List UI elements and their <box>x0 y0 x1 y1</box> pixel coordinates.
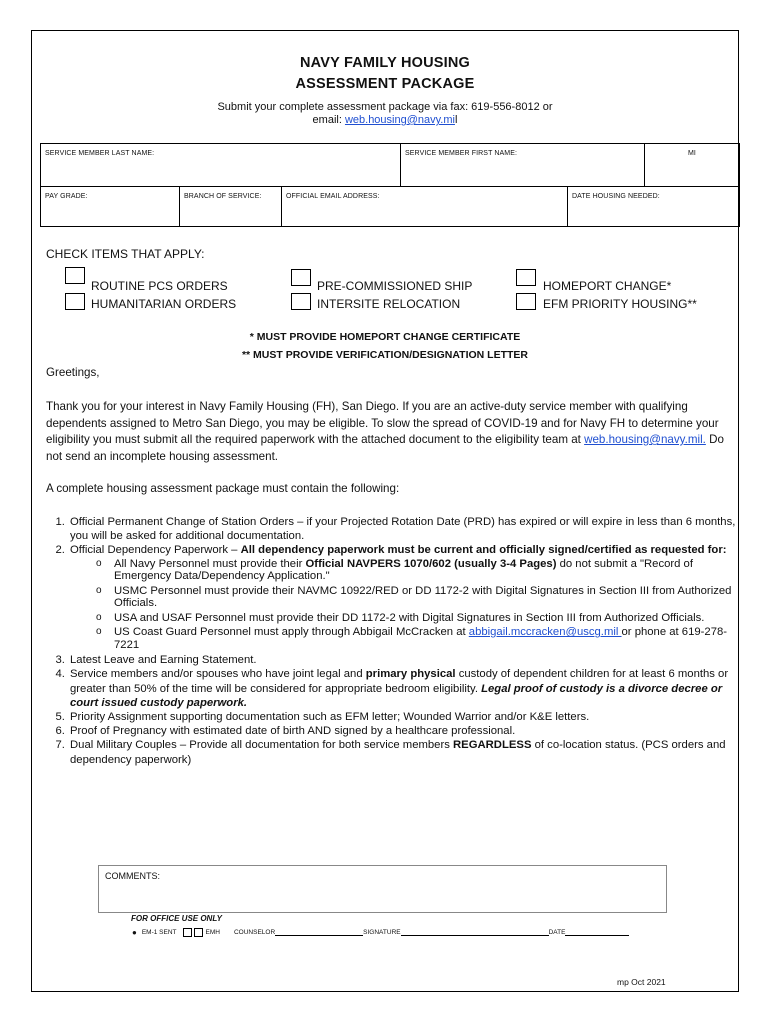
list-item: 1. Official Permanent Change of Station Orders – if your Projected Rotation Date (PRD) has expired or will expire in less than 6 months, you will be asked for additional documentation. <box>68 515 748 543</box>
sub1-text: All Navy Personnel must provide their <box>114 557 306 570</box>
sub4-phone: or phone at 619-278-7221 <box>114 626 728 651</box>
date-housing-needed-field[interactable]: DATE HOUSING NEEDED: <box>568 187 740 227</box>
item2-text: Official Dependency Paperwork – <box>70 544 241 557</box>
signature-line[interactable] <box>401 929 549 936</box>
bullet-icon: ● <box>132 928 137 937</box>
list-item: 5. Priority Assignment supporting documentation such as EFM letter; Wounded Warrior and/or K&E letters. <box>68 710 748 724</box>
form-row-names <box>40 143 740 187</box>
footer-version: mp Oct 2021 <box>617 977 666 987</box>
list-item: o USA and USAF Personnel must provide their DD 1172-2 with Digital Signatures in Section III from Authorized Officials. <box>96 612 748 625</box>
item7-text: Dual Military Couples – Provide all documentation for both service members <box>70 739 454 752</box>
routine-pcs-checkbox[interactable] <box>65 267 85 284</box>
list-item <box>68 543 748 651</box>
email-prefix: email: <box>312 114 345 126</box>
check-items-heading: CHECK ITEMS THAT APPLY: <box>46 247 205 261</box>
list-item: 3. Latest Leave and Earning Statement. <box>68 653 748 667</box>
item4-text: Service members and/or spouses who have joint legal and <box>70 668 366 681</box>
branch-of-service-field[interactable]: BRANCH OF SERVICE: <box>180 187 282 227</box>
intro-text-2: Do not send an incomplete housing assessment. <box>46 433 724 463</box>
pre-commissioned-checkbox[interactable] <box>291 269 311 286</box>
item4-text-2: custody of dependent children for at least 6 months or greater than 50% of the time will be considered for appropriate bedroom eligibility. <box>70 668 729 695</box>
item4-bold-italic: Legal proof of custody is a divorce decree or court issued custody paperwork. <box>70 682 723 709</box>
signature-label: SIGNATURE <box>363 929 401 936</box>
greeting: Greetings, <box>46 366 100 379</box>
emh-label: EMH <box>205 929 220 936</box>
office-use-title: FOR OFFICE USE ONLY <box>131 914 222 923</box>
intro-paragraph <box>46 399 726 465</box>
list-item: o USMC Personnel must provide their NAVMC 10922/RED or DD 1172-2 with Digital Signatures in Section III from Authorized Officials. <box>96 585 748 610</box>
list-item <box>96 558 748 583</box>
email-link[interactable]: web.housing@navy.mi <box>344 114 455 126</box>
list-item <box>68 667 748 710</box>
title-line-1: NAVY FAMILY HOUSING <box>299 55 471 71</box>
sub4-text: US Coast Guard Personnel must apply through Abbigail McCracken at <box>114 626 469 639</box>
note-verification: ** MUST PROVIDE VERIFICATION/DESIGNATION LETTER <box>241 349 529 361</box>
date-line[interactable] <box>565 929 629 936</box>
sub1-bold: Official NAVPERS 1070/602 (usually 3-4 Pages) <box>305 557 557 570</box>
coast-guard-email-link[interactable]: abbigail.mccracken@uscg.mil <box>468 626 622 639</box>
office-use-line <box>132 928 629 937</box>
intro-email-link[interactable]: web.housing@navy.mil. <box>584 433 706 446</box>
dependency-sublist <box>70 558 748 652</box>
comments-box[interactable] <box>98 865 667 913</box>
requirements-list <box>46 515 748 767</box>
email-suffix: l <box>454 114 458 126</box>
title-line-2: ASSESSMENT PACKAGE <box>295 76 475 92</box>
homeport-change-label: HOMEPORT CHANGE* <box>543 279 672 293</box>
official-email-field[interactable]: OFFICIAL EMAIL ADDRESS: <box>282 187 568 227</box>
list-item <box>96 626 748 651</box>
last-name-field[interactable]: SERVICE MEMBER LAST NAME: <box>40 144 401 187</box>
intersite-checkbox[interactable] <box>291 293 311 310</box>
item2-bold: All dependency paperwork must be current and officially signed/certified as requested for: <box>240 544 727 557</box>
pre-commissioned-label: PRE-COMMISSIONED SHIP <box>317 279 473 293</box>
comments-label: COMMENTS: <box>105 871 160 881</box>
routine-pcs-label: ROUTINE PCS ORDERS <box>91 279 228 293</box>
submit-email-line <box>32 114 738 127</box>
first-name-field[interactable]: SERVICE MEMBER FIRST NAME: <box>401 144 645 187</box>
package-intro: A complete housing assessment package must contain the following: <box>46 482 400 495</box>
list-item <box>68 738 748 766</box>
counselor-label: COUNSELOR <box>233 929 276 936</box>
submit-instructions: Submit your complete assessment package via fax: 619-556-8012 or <box>217 101 553 113</box>
humanitarian-label: HUMANITARIAN ORDERS <box>91 297 237 311</box>
homeport-change-checkbox[interactable] <box>516 269 536 286</box>
efm-priority-checkbox[interactable] <box>516 293 536 310</box>
em1-checkbox[interactable] <box>183 928 192 937</box>
pay-grade-field[interactable]: PAY GRADE: <box>40 187 180 227</box>
counselor-line[interactable] <box>275 929 363 936</box>
form-row-details <box>40 187 740 227</box>
form-page <box>31 30 739 992</box>
item7-text-2: of co-location status. (PCS orders and dependency paperwork) <box>70 739 726 766</box>
list-item: 6. Proof of Pregnancy with estimated date of birth AND signed by a healthcare professional. <box>68 724 748 738</box>
date-label: DATE <box>548 929 566 936</box>
middle-initial-field[interactable]: MI <box>645 144 740 187</box>
humanitarian-checkbox[interactable] <box>65 293 85 310</box>
emh-checkbox[interactable] <box>194 928 203 937</box>
note-homeport: * MUST PROVIDE HOMEPORT CHANGE CERTIFICATE <box>249 331 521 343</box>
item7-bold: REGARDLESS <box>453 739 532 752</box>
intersite-label: INTERSITE RELOCATION <box>317 297 461 311</box>
em1-sent-label: EM-1 SENT <box>141 929 177 936</box>
sub1-text-end: do not submit a "Record of Emergency Data/Dependency Application." <box>114 557 693 583</box>
item4-bold: primary physical <box>365 668 456 681</box>
intro-text-1: Thank you for your interest in Navy Family Housing (FH), San Diego. If you are an active-duty service member with qualifying dependents assigned to Metro San Diego, you may be eligible. To slow the spread of COVID-19 and for Navy FH to determine your eligibility you must submit all the required paperwork with the attached document to the eligibility team at <box>46 400 719 446</box>
efm-priority-label: EFM PRIORITY HOUSING** <box>543 297 697 311</box>
